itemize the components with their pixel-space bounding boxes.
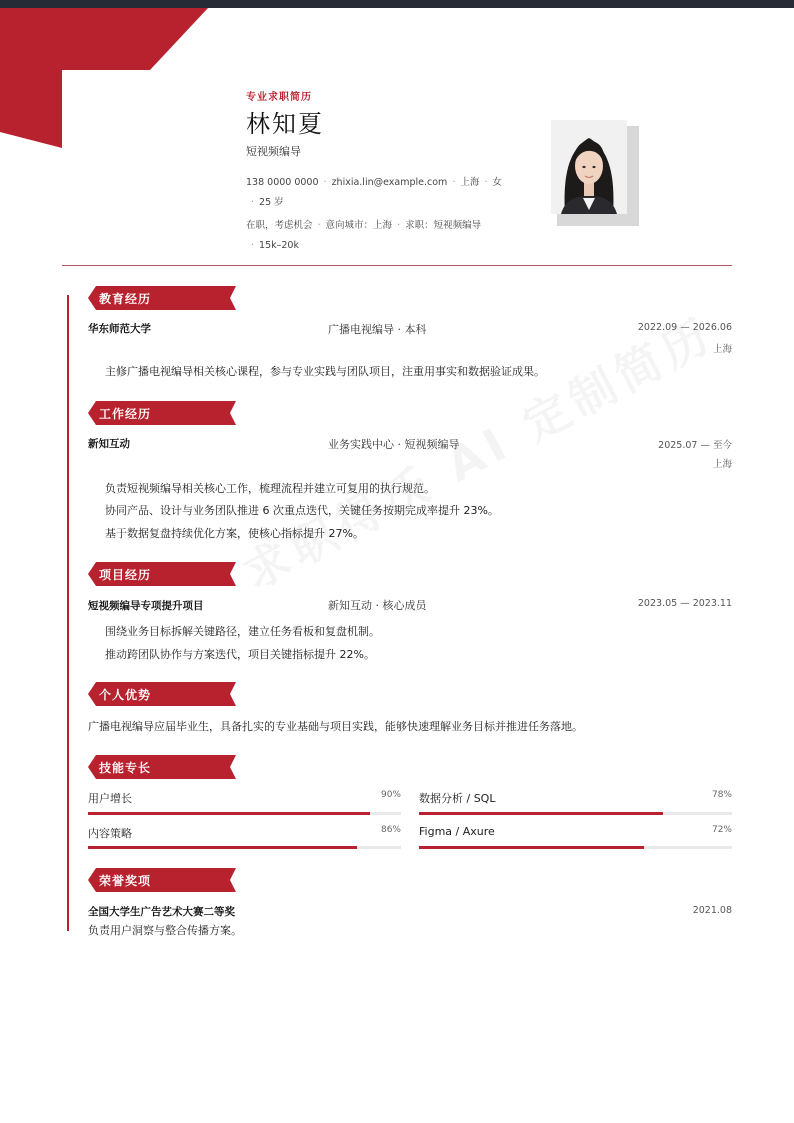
strengths-text: 广播电视编导应届毕业生，具备扎实的专业基础与项目实践，能够快速理解业务目标并推进任务落地。 <box>88 720 583 733</box>
corner-decoration <box>0 0 215 150</box>
school-name: 华东师范大学 <box>88 323 151 335</box>
award-date: 2021.08 <box>692 905 732 916</box>
education-date: 2022.09 — 2026.06 <box>637 322 732 333</box>
phone: 138 0000 0000 <box>246 177 319 188</box>
project-role: 新知互动 · 核心成员 <box>328 599 427 612</box>
education-location: 上海 <box>712 344 732 355</box>
company-name: 新知互动 <box>88 438 130 450</box>
work-bullet: 基于数据复盘持续优化方案，使核心指标提升 27%。 <box>105 527 364 540</box>
skill-name: Figma / Axure <box>419 825 495 838</box>
skill-name: 内容策略 <box>88 827 132 840</box>
target-city: 意向城市：上海 <box>325 220 393 231</box>
section-title: 教育经历 <box>99 292 152 306</box>
work-bullet: 负责短视频编导相关核心工作，梳理流程并建立可复用的执行规范。 <box>105 482 435 495</box>
profile-photo <box>551 120 627 214</box>
skill-bar-fill <box>88 812 370 815</box>
skill-bar <box>88 846 401 849</box>
target-position: 求职：短视频编导 <box>405 220 482 231</box>
skill-percent: 78% <box>711 790 732 800</box>
award-description: 负责用户洞察与整合传播方案。 <box>88 924 242 937</box>
skill-bar <box>419 846 732 849</box>
job-intention: 在职，考虑机会 · 意向城市：上海 · 求职：短视频编导· 15k–20k <box>246 220 482 251</box>
skill-bar-fill <box>419 846 644 849</box>
skill-bar-fill <box>88 846 357 849</box>
expected-salary: 15k–20k <box>259 240 299 251</box>
timeline-line <box>67 295 69 931</box>
skill-percent: 86% <box>380 825 401 835</box>
award-name: 全国大学生广告艺术大赛二等奖 <box>88 906 235 918</box>
section-title: 荣誉奖项 <box>99 874 152 888</box>
job-status: 在职，考虑机会 <box>246 220 313 231</box>
email: zhixia.lin@example.com <box>331 177 448 188</box>
resume-header <box>246 88 546 256</box>
header-divider <box>62 265 732 266</box>
work-date: 2025.07 — 至今 <box>658 440 732 451</box>
gender: 女 <box>492 177 502 188</box>
project-bullet: 围绕业务目标拆解关键路径，建立任务看板和复盘机制。 <box>105 625 380 638</box>
candidate-name: 林知夏 <box>246 110 324 138</box>
skill-name: 用户增长 <box>88 792 132 805</box>
job-position: 业务实践中心 · 短视频编导 <box>328 438 460 451</box>
age: 25 岁 <box>259 197 284 208</box>
major-degree: 广播电视编导 · 本科 <box>328 323 427 336</box>
section-title: 工作经历 <box>99 407 152 421</box>
education-description: 主修广播电视编导相关核心课程，参与专业实践与团队项目，注重用事实和数据验证成果。 <box>105 365 545 378</box>
project-date: 2023.05 — 2023.11 <box>637 598 732 609</box>
skill-percent: 90% <box>380 790 401 800</box>
section-title: 项目经历 <box>99 568 152 582</box>
project-name: 短视频编导专项提升项目 <box>88 600 204 612</box>
section-title: 个人优势 <box>99 688 152 702</box>
skill-percent: 72% <box>711 825 732 835</box>
skill-bar <box>419 812 732 815</box>
contact-info: 138 0000 0000 · zhixia.lin@example.com · 上海 · 女· 25 岁 <box>246 177 502 208</box>
section-title: 技能专长 <box>99 761 152 775</box>
skill-name: 数据分析 / SQL <box>419 792 496 805</box>
resume-tagline: 专业求职简历 <box>246 92 312 103</box>
skill-bar-fill <box>419 812 663 815</box>
work-location: 上海 <box>712 459 732 470</box>
work-bullet: 协同产品、设计与业务团队推进 6 次重点迭代，关键任务按期完成率提升 23%。 <box>105 504 499 517</box>
city: 上海 <box>460 177 480 188</box>
project-bullet: 推动跨团队协作与方案迭代，项目关键指标提升 22%。 <box>105 648 375 661</box>
candidate-role: 短视频编导 <box>246 145 301 158</box>
skill-bar <box>88 812 401 815</box>
